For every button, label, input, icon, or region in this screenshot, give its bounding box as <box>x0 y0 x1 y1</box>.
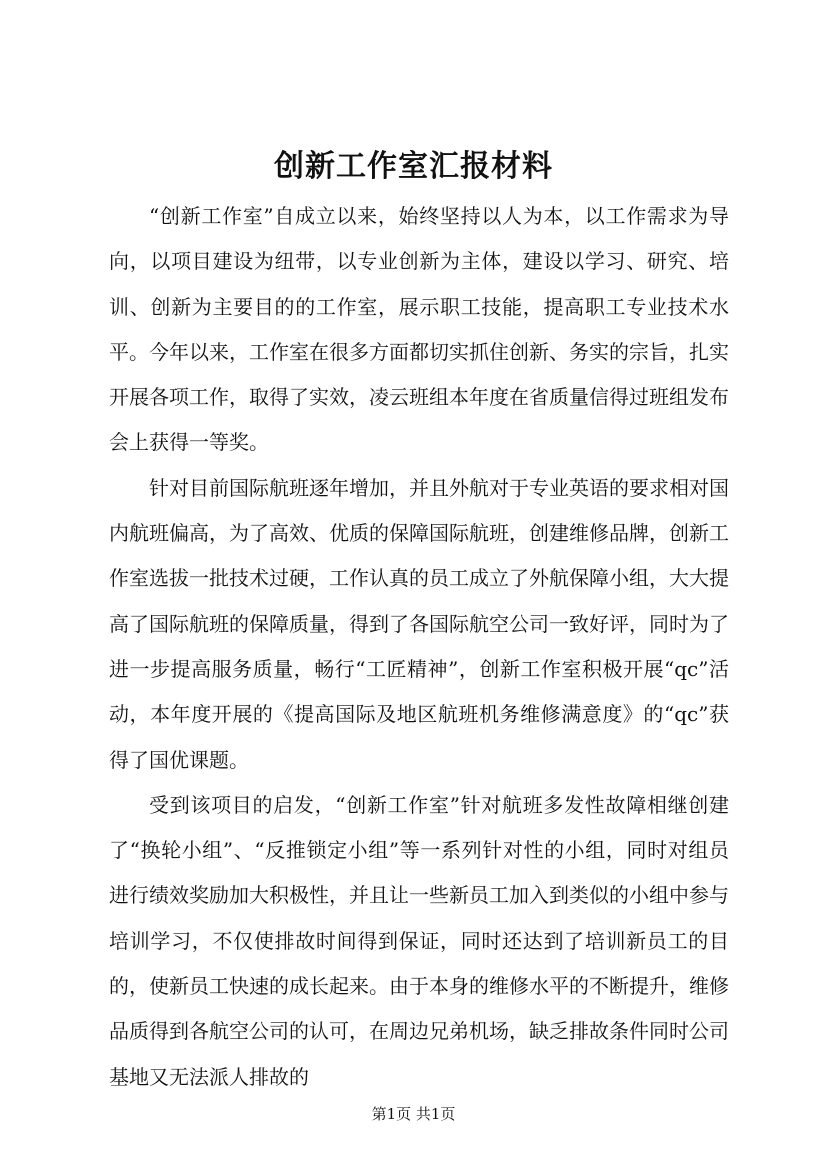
page-number-footer: 第1页 共1页 <box>371 1105 456 1123</box>
document-body <box>109 194 729 1100</box>
paragraph-1: “创新工作室”自成立以来，始终坚持以人为本，以工作需求为导向，以项目建设为纽带，以专业创新为主体，建设以学习、研究、培训、创新为主要目的的工作室，展示职工技能，提高职工专业技术水平。今年以来，工作室在很多方面都切实抓住创新、务实的宗旨，扎实开展各项工作，取得了实效，凌云班组本年度在省质量信得过班组发布会上获得一等奖。 <box>109 204 729 455</box>
paragraph-3: 受到该项目的启发，“创新工作室”针对航班多发性故障相继创建了“换轮小组”、“反推锁定小组”等一系列针对性的小组，同时对组员进行绩效奖励加大积极性，并且让一些新员工加入到类似的小组中参与培训学习，不仅使排故时间得到保证，同时还达到了培训新员工的目的，使新员工快速的成长起来。由于本身的维修水平的不断提升，维修品质得到各航空公司的认可，在周边兄弟机场，缺乏排故条件同时公司基地又无法派人排故的 <box>109 792 729 1089</box>
paragraph-2: 针对目前国际航班逐年增加，并且外航对于专业英语的要求相对国内航班偏高，为了高效、优质的保障国际航班，创建维修品牌，创新工作室选拔一批技术过硬，工作认真的员工成立了外航保障小组，大大提高了国际航班的保障质量，得到了各国际航空公司一致好评，同时为了进一步提高服务质量，畅行“工匠精神”，创新工作室积极开展“qc”活动，本年度开展的《提高国际及地区航班机务维修满意度》的“qc”获得了国优课题。 <box>109 475 729 772</box>
document-title: 创新工作室汇报材料 <box>274 149 553 184</box>
